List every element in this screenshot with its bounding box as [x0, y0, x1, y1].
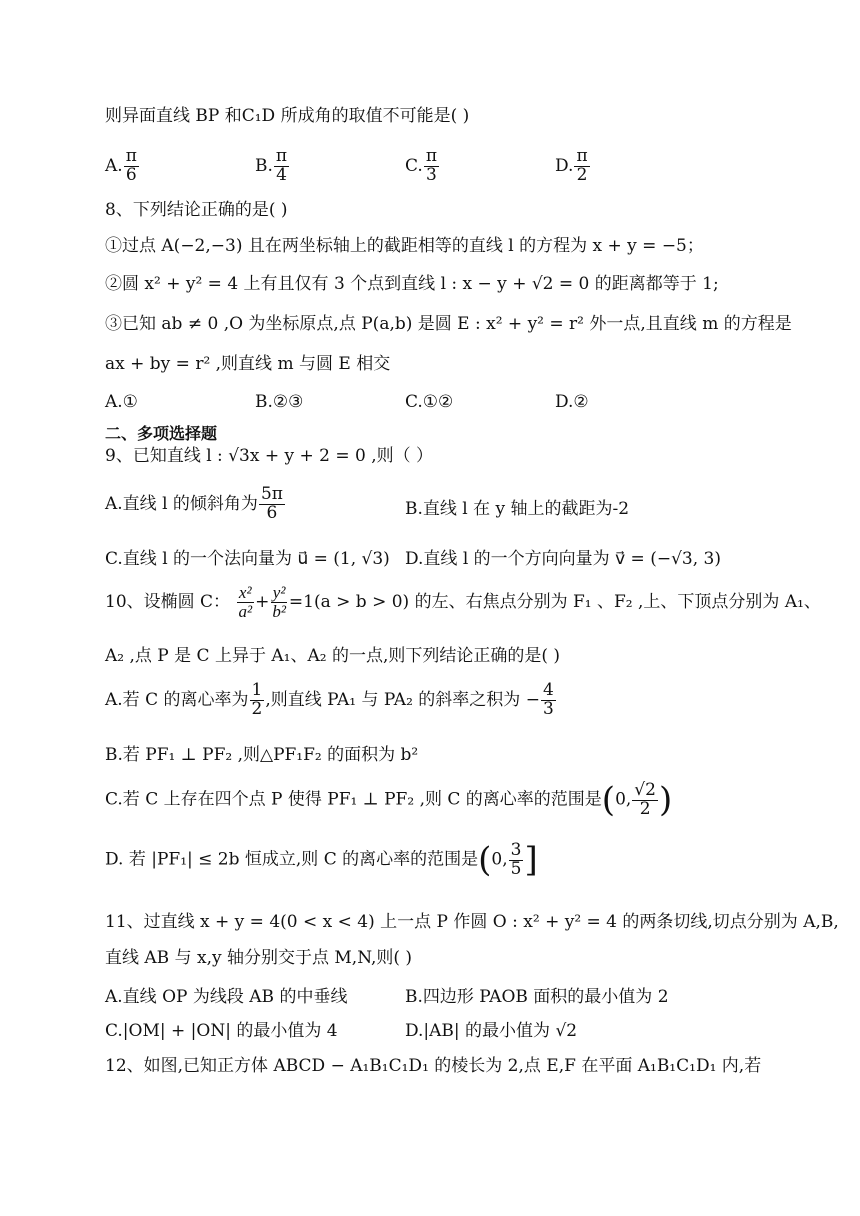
q11-line2: 直线 AB 与 x,y 轴分别交于点 M,N,则( ): [105, 948, 413, 968]
q7-option-a: A. $\frac{\pi}{6}$: [105, 146, 137, 185]
q8-option-c: C.①②: [405, 392, 454, 412]
q8-stem: 8、下列结论正确的是( ): [105, 200, 288, 220]
q7-option-c: C. $\frac{\pi}{3}$: [405, 146, 437, 185]
q9-option-a: A.直线 l 的倾斜角为 $\frac{5\pi}{6}$: [105, 484, 283, 523]
q10-option-a: A.若 C 的离心率为 $\frac{1}{2}$ ,则直线 PA₁ 与 PA₂ 的斜率之积为 − $\frac{4}{3}$: [105, 680, 554, 719]
section-heading: 二、多项选择题: [105, 424, 218, 443]
q10-line2: A₂ ,点 P 是 C 上异于 A₁、A₂ 的一点,则下列结论正确的是( ): [105, 646, 561, 666]
q10-option-b: B.若 PF₁ ⊥ PF₂ ,则△PF₁F₂ 的面积为 b²: [105, 745, 419, 765]
q7-tail: 则异面直线 BP 和C₁D 所成角的取值不可能是( ): [105, 106, 470, 126]
q12-stem: 12、如图,已知正方体 ABCD − A₁B₁C₁D₁ 的棱长为 2,点 E,F 在平面 A₁B₁C₁D₁ 内,若: [105, 1056, 762, 1076]
q8-statement-1: ①过点 A(−2,−3) 且在两坐标轴上的截距相等的直线 l 的方程为 x + y = −5；: [105, 236, 704, 256]
q9-stem: 9、已知直线 l : √3x + y + 2 = 0 ,则（ ）: [105, 446, 434, 466]
q8-statement-2: ②圆 x² + y² = 4 上有且仅有 3 个点到直线 l : x − y + √2 = 0 的距离都等于 1;: [105, 274, 719, 294]
q8-statement-3b: ax + by = r² ,则直线 m 与圆 E 相交: [105, 354, 391, 374]
q9-option-d: D.直线 l 的一个方向向量为 v⃗ = (−√3, 3): [405, 549, 721, 569]
q10-option-c: C.若 C 上存在四个点 P 使得 PF₁ ⊥ PF₂ ,则 C 的离心率的范围是(0, $\frac{√2}{2}$ ): [105, 779, 673, 820]
q10-stem: 10、设椭圆 C： $\frac{\text{x²}}{\text{a²}}$ + $\frac{\text{y²}}{\text{b²}}$ =1(a > b > 0) 的左、右焦点分别为 F₁ 、F₂ ,上、下顶点分别为 A₁、: [105, 583, 821, 621]
q8-option-a: A.①: [105, 392, 138, 412]
q11-option-a: A.直线 OP 为线段 AB 的中垂线: [105, 987, 348, 1007]
q11-line1: 11、过直线 x + y = 4(0 < x < 4) 上一点 P 作圆 O : x² + y² = 4 的两条切线,切点分别为 A,B,: [105, 912, 839, 932]
q11-option-b: B.四边形 PAOB 面积的最小值为 2: [405, 987, 669, 1007]
q11-option-d: D.|AB| 的最小值为 √2: [405, 1021, 578, 1041]
q10-option-d: D. 若 |PF₁| ≤ 2b 恒成立,则 C 的离心率的范围是(0, $\frac{3}{5}$ ]: [105, 839, 538, 880]
q8-statement-3a: ③已知 ab ≠ 0 ,O 为坐标原点,点 P(a,b) 是圆 E : x² + y² = r² 外一点,且直线 m 的方程是: [105, 314, 792, 334]
q11-option-c: C.|OM| + |ON| 的最小值为 4: [105, 1021, 338, 1041]
q7-option-b: B. $\frac{\pi}{4}$: [255, 146, 288, 185]
q9-option-b: B.直线 l 在 y 轴上的截距为-2: [405, 499, 630, 519]
q8-option-d: D.②: [555, 392, 589, 412]
q9-option-c: C.直线 l 的一个法向量为 u⃗ = (1, √3): [105, 549, 390, 569]
q8-option-b: B.②③: [255, 392, 304, 412]
q7-option-d: D. $\frac{\pi}{2}$: [555, 146, 588, 185]
